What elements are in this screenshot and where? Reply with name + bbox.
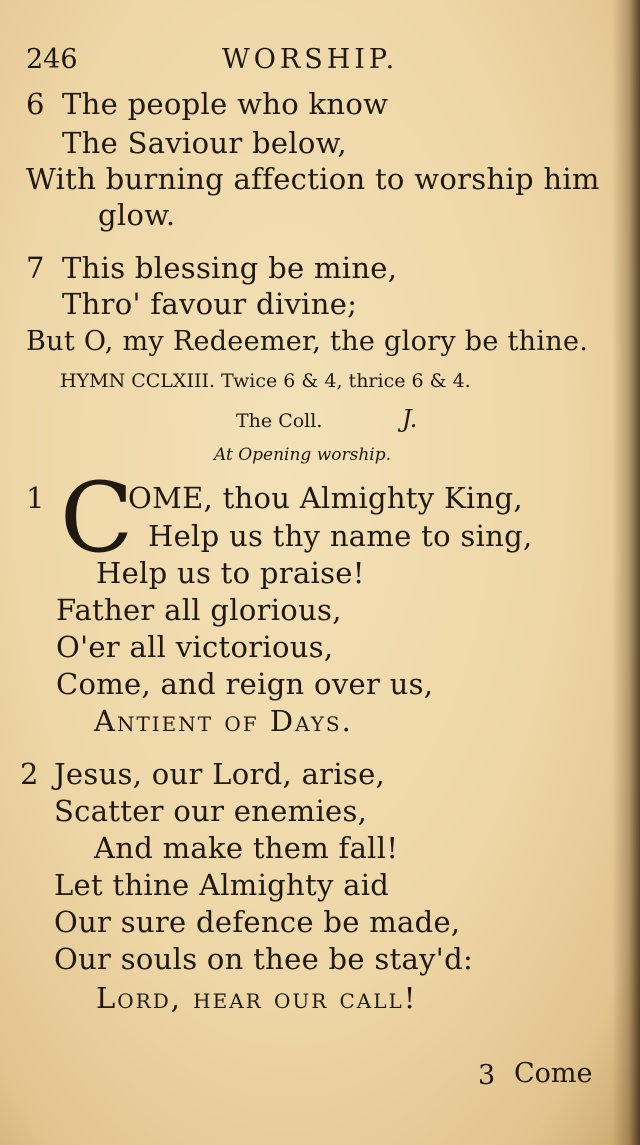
verse-line: Our sure defence be made,: [54, 905, 461, 939]
stanza-number: 1: [26, 481, 45, 515]
verse-line: O'er all victorious,: [56, 630, 334, 664]
verse-line: Jesus, our Lord, arise,: [54, 757, 386, 791]
verse-line: Father all glorious,: [56, 593, 342, 627]
catchword-number: 3: [478, 1060, 496, 1091]
page-title: WORSHIP.: [222, 44, 399, 75]
page-edge-shadow: [612, 0, 640, 1145]
verse-line: glow.: [98, 198, 176, 232]
drop-capital: C: [60, 462, 134, 574]
stanza-number: 2: [20, 757, 39, 791]
page-number: 246: [26, 44, 78, 75]
catchword: Come: [514, 1058, 593, 1089]
verse-line: Help us to praise!: [96, 556, 365, 590]
verse-line: Thro' favour divine;: [62, 287, 358, 321]
verse-line: Scatter our enemies,: [54, 794, 368, 828]
tune-name: The Coll.: [236, 410, 323, 432]
verse-line: The people who know: [62, 87, 389, 121]
verse-line: Lord, hear our call!: [96, 981, 418, 1015]
stanza-number: 6: [26, 87, 45, 121]
verse-line: And make them fall!: [94, 831, 399, 865]
hymn-heading: HYMN CCLXIII. Twice 6 & 4, thrice 6 & 4.: [60, 370, 471, 392]
verse-line: With burning affection to worship him: [26, 162, 600, 196]
verse-line: Our souls on thee be stay'd:: [54, 942, 474, 976]
verse-line: Help us thy name to sing,: [148, 519, 533, 553]
verse-line: But O, my Redeemer, the glory be thine.: [26, 326, 589, 357]
verse-line: This blessing be mine,: [62, 251, 398, 285]
verse-line: Antient of Days.: [94, 704, 353, 738]
verse-line: The Saviour below,: [62, 126, 347, 160]
author-mark: J.: [402, 405, 418, 433]
hymn-occasion: At Opening worship.: [214, 445, 392, 465]
verse-line: OME, thou Almighty King,: [128, 481, 523, 515]
verse-line: Come, and reign over us,: [56, 667, 434, 701]
verse-line: Let thine Almighty aid: [54, 868, 390, 902]
stanza-number: 7: [26, 251, 45, 285]
